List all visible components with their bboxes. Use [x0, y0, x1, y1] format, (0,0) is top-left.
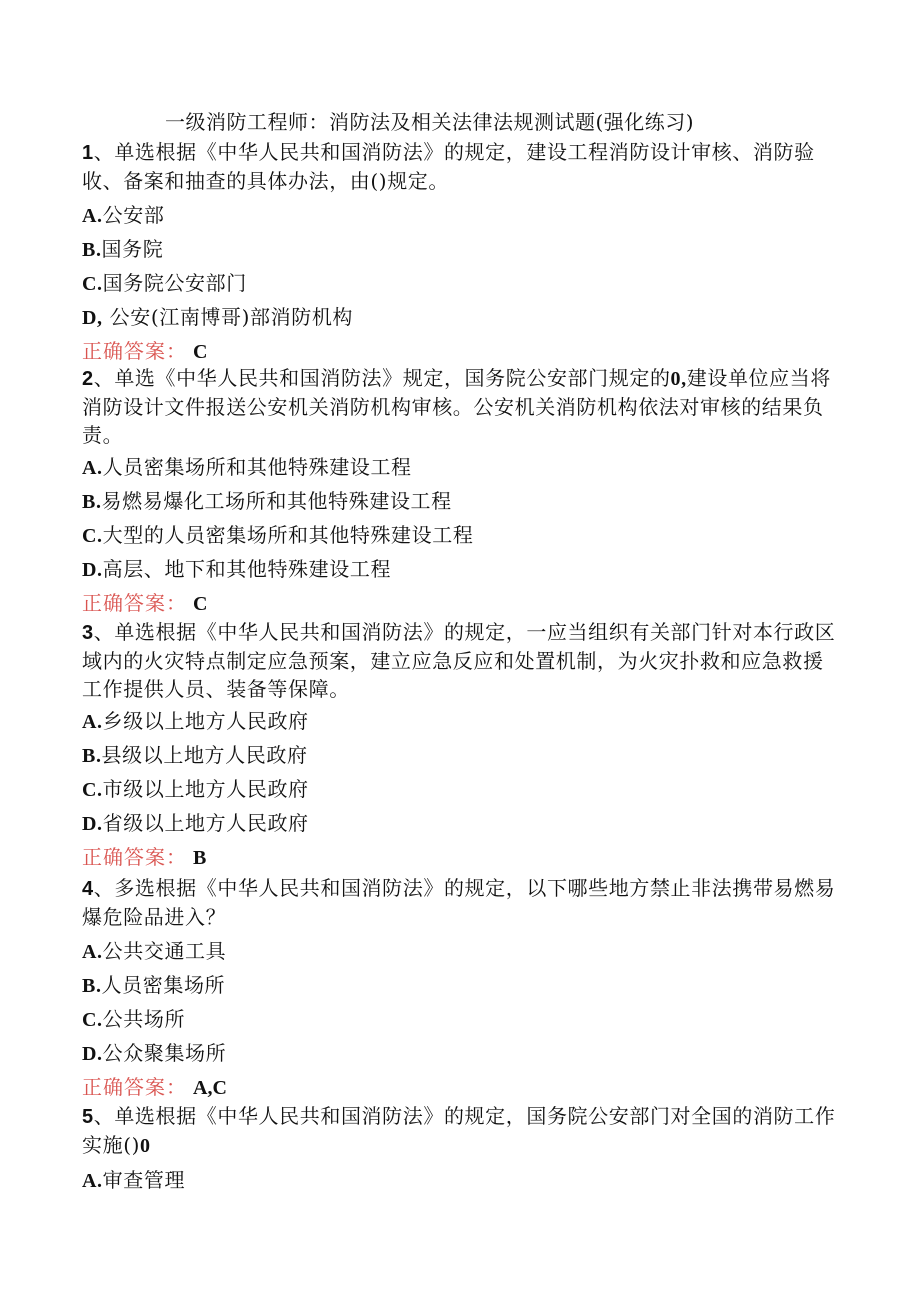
- option-d: [82, 809, 842, 843]
- question-type: 、单选: [93, 366, 156, 390]
- option-text: 县级以上地方人民政府: [101, 743, 308, 767]
- option-letter: C.: [82, 779, 103, 801]
- answer-value: C: [193, 593, 208, 615]
- question-type: 、多选: [93, 876, 156, 900]
- answer-label: 正确答案：: [82, 339, 187, 363]
- question-stem: [82, 138, 842, 195]
- option-text: 乡级以上地方人民政府: [102, 709, 309, 733]
- option-text: 审查管理: [102, 1168, 186, 1192]
- option-text: 公众聚集场所: [102, 1041, 227, 1065]
- option-c: [82, 269, 842, 303]
- question-4: [82, 874, 842, 1102]
- option-text: 公安(江南博哥)部消防机构: [102, 305, 354, 329]
- question-text: 《中华人民共和国消防法》规定，国务院公安部门规定的: [155, 366, 671, 390]
- option-letter: C.: [82, 1009, 103, 1031]
- question-type: 、单选: [93, 1104, 156, 1128]
- question-type: 、单选: [93, 140, 156, 164]
- answer-value: C: [193, 341, 208, 363]
- option-letter: A.: [82, 205, 103, 227]
- question-stem: [82, 874, 842, 931]
- option-text: 公安部: [102, 203, 165, 227]
- option-text: 市级以上地方人民政府: [102, 777, 309, 801]
- option-letter: B.: [82, 975, 102, 997]
- answer-value: A,C: [193, 1077, 227, 1099]
- option-letter: D,: [82, 307, 103, 329]
- answer-label: 正确答案：: [82, 1075, 187, 1099]
- question-inline-bold: 0,: [670, 368, 687, 390]
- question-text-cont: 建设单位应当将消防设计文件报送公安机关消防机构审核。公安机关消防机构依法对审核的结果负责。: [82, 366, 831, 447]
- answer-label: 正确答案：: [82, 591, 187, 615]
- option-letter: A.: [82, 711, 103, 733]
- option-d: [82, 555, 842, 589]
- option-letter: A.: [82, 457, 103, 479]
- question-number: 2: [82, 368, 94, 390]
- answer-line: [82, 337, 842, 366]
- option-b: [82, 741, 842, 775]
- option-d: [82, 1039, 842, 1073]
- question-number: 3: [82, 622, 94, 644]
- option-letter: B.: [82, 491, 102, 513]
- question-5: [82, 1102, 842, 1200]
- option-letter: C.: [82, 525, 103, 547]
- option-a: [82, 201, 842, 235]
- option-text: 公共场所: [102, 1007, 186, 1031]
- question-number: 1: [82, 142, 94, 164]
- answer-line: [82, 589, 842, 618]
- option-letter: D.: [82, 813, 103, 835]
- option-letter: B.: [82, 745, 102, 767]
- option-text: 高层、地下和其他特殊建设工程: [102, 557, 392, 581]
- question-number: 4: [82, 878, 94, 900]
- option-c: [82, 775, 842, 809]
- question-2: [82, 364, 842, 618]
- option-b: [82, 235, 842, 269]
- question-text: 根据《中华人民共和国消防法》的规定，以下哪些地方禁止非法携带易燃易爆危险品进入？: [82, 876, 836, 929]
- option-text: 易燃易爆化工场所和其他特殊建设工程: [101, 489, 452, 513]
- question-stem: [82, 364, 842, 449]
- option-c: [82, 521, 842, 555]
- option-text: 省级以上地方人民政府: [102, 811, 309, 835]
- option-text: 国务院公安部门: [102, 271, 247, 295]
- question-number: 5: [82, 1106, 94, 1128]
- option-text: 公共交通工具: [102, 939, 227, 963]
- option-letter: A.: [82, 941, 103, 963]
- question-inline-bold: 0: [140, 1135, 151, 1157]
- question-stem: [82, 618, 842, 703]
- option-text: 大型的人员密集场所和其他特殊建设工程: [102, 523, 474, 547]
- answer-value: B: [193, 847, 207, 869]
- question-1: [82, 138, 842, 366]
- option-a: [82, 707, 842, 741]
- document-title: 一级消防工程师：消防法及相关法律法规测试题(强化练习): [165, 110, 695, 134]
- question-type: 、单选: [93, 620, 156, 644]
- option-c: [82, 1005, 842, 1039]
- question-stem: [82, 1102, 842, 1160]
- option-letter: D.: [82, 559, 103, 581]
- answer-line: [82, 1073, 842, 1102]
- option-b: [82, 487, 842, 521]
- answer-line: [82, 843, 842, 872]
- question-text: 根据《中华人民共和国消防法》的规定，国务院公安部门对全国的消防工作实施(): [82, 1104, 836, 1157]
- option-text: 人员密集场所: [101, 973, 226, 997]
- question-3: [82, 618, 842, 872]
- option-letter: D.: [82, 1043, 103, 1065]
- option-d: [82, 303, 842, 337]
- option-a: [82, 453, 842, 487]
- answer-label: 正确答案：: [82, 845, 187, 869]
- question-text: 根据《中华人民共和国消防法》的规定，建设工程消防设计审核、消防验收、备案和抽查的具体办法，由()规定。: [82, 140, 815, 193]
- option-text: 国务院: [101, 237, 164, 261]
- question-text: 根据《中华人民共和国消防法》的规定，一应当组织有关部门针对本行政区域内的火灾特点制定应急预案，建立应急反应和处置机制，为火灾扑救和应急救援工作提供人员、装备等保障。: [82, 620, 836, 701]
- option-a: [82, 937, 842, 971]
- option-letter: A.: [82, 1170, 103, 1192]
- option-letter: C.: [82, 273, 103, 295]
- option-a: [82, 1166, 842, 1200]
- option-b: [82, 971, 842, 1005]
- option-text: 人员密集场所和其他特殊建设工程: [102, 455, 412, 479]
- option-letter: B.: [82, 239, 102, 261]
